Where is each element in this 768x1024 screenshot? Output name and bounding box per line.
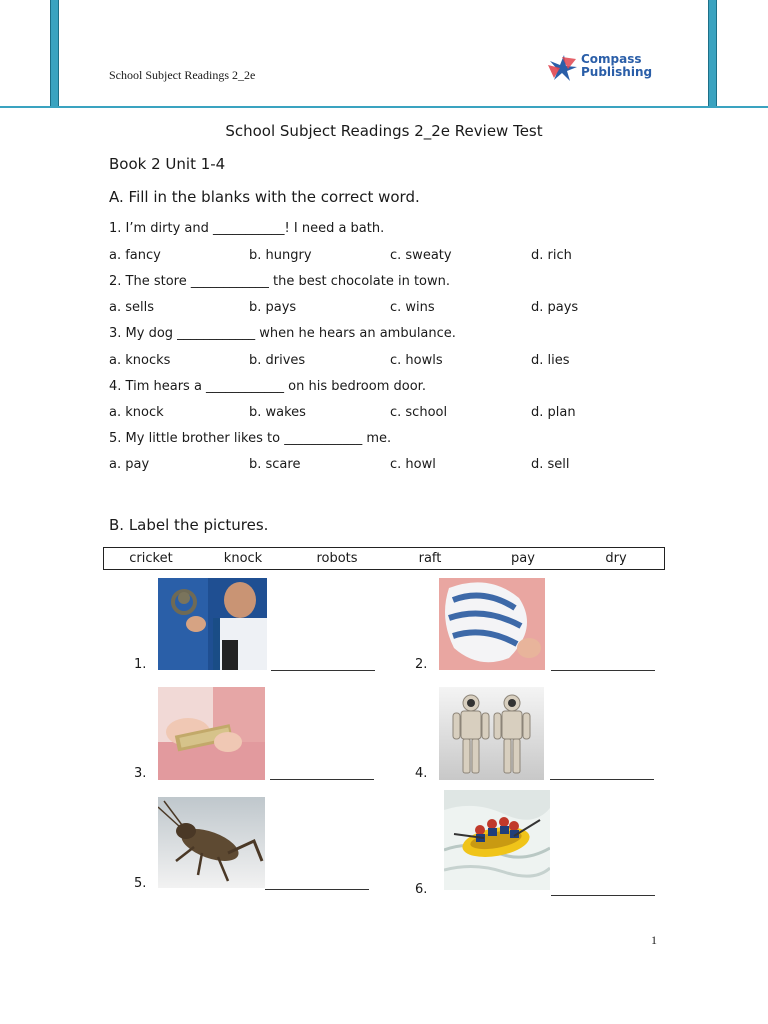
q5-option-c: c. howl — [390, 457, 436, 472]
towel-drying-photo — [439, 578, 545, 670]
page-number: 1 — [651, 933, 657, 947]
word-bank-item: robots — [316, 551, 358, 566]
q3-option-c: c. howls — [390, 353, 443, 368]
picture-number: 6. — [415, 882, 428, 897]
q4-option-b: b. wakes — [249, 405, 306, 420]
q2-option-d: d. pays — [531, 300, 579, 315]
word-bank-item: raft — [418, 551, 442, 566]
raft-photo — [444, 790, 550, 890]
q1-option-b: b. hungry — [249, 248, 312, 263]
picture-number: 5. — [134, 876, 147, 891]
picture-number: 3. — [134, 766, 147, 781]
right-header-bar — [708, 0, 717, 106]
unit-subtitle: Book 2 Unit 1-4 — [109, 155, 226, 173]
q3-option-d: d. lies — [531, 353, 570, 368]
question-4: 4. Tim hears a ____________ on his bedroom door. — [109, 379, 426, 394]
q5-option-b: b. scare — [249, 457, 301, 472]
word-bank-item: knock — [223, 551, 263, 566]
question-5: 5. My little brother likes to ____________ me. — [109, 431, 392, 446]
question-2: 2. The store ____________ the best chocolate in town. — [109, 274, 450, 289]
robots-photo — [439, 687, 544, 780]
q4-option-a: a. knock — [109, 405, 164, 420]
picture-number: 1. — [134, 657, 147, 672]
q4-option-c: c. school — [390, 405, 448, 420]
page-title: School Subject Readings 2_2e Review Test — [225, 122, 543, 140]
answer-blank[interactable] — [265, 889, 369, 890]
q4-option-d: d. plan — [531, 405, 576, 420]
picture-number: 2. — [415, 657, 428, 672]
question-1: 1. I’m dirty and ___________! I need a bath. — [109, 221, 385, 236]
logo-text — [581, 53, 652, 79]
answer-blank[interactable] — [550, 779, 654, 780]
compass-star-icon — [546, 53, 580, 83]
paying-money-photo — [158, 687, 265, 780]
picture-number: 4. — [415, 766, 428, 781]
cricket-insect-photo — [158, 797, 265, 888]
q1-option-d: d. rich — [531, 248, 572, 263]
word-bank — [103, 547, 665, 570]
logo-line-2: Publishing — [581, 65, 653, 79]
q3-option-a: a. knocks — [109, 353, 171, 368]
answer-blank[interactable] — [551, 895, 655, 896]
section-a-heading: A. Fill in the blanks with the correct word. — [109, 188, 420, 206]
q1-option-c: c. sweaty — [390, 248, 452, 263]
answer-blank[interactable] — [271, 670, 375, 671]
q3-option-b: b. drives — [249, 353, 306, 368]
word-bank-item: pay — [511, 551, 535, 566]
header-text: School Subject Readings 2_2e — [109, 68, 256, 82]
compass-publishing-logo — [546, 53, 656, 83]
answer-blank[interactable] — [551, 670, 655, 671]
q2-option-a: a. sells — [109, 300, 154, 315]
question-3: 3. My dog ____________ when he hears an ambulance. — [109, 326, 456, 341]
section-b-heading: B. Label the pictures. — [109, 516, 269, 534]
word-bank-item: cricket — [129, 551, 173, 566]
left-header-bar — [50, 0, 59, 106]
q2-option-c: c. wins — [390, 300, 435, 315]
q5-option-a: a. pay — [109, 457, 150, 472]
answer-blank[interactable] — [270, 779, 374, 780]
logo-line-1: Compass — [581, 52, 642, 66]
q5-option-d: d. sell — [531, 457, 570, 472]
word-bank-item: dry — [605, 551, 627, 566]
header-rule — [0, 106, 768, 108]
knocking-door-photo — [158, 578, 267, 670]
q1-option-a: a. fancy — [109, 248, 161, 263]
q2-option-b: b. pays — [249, 300, 297, 315]
